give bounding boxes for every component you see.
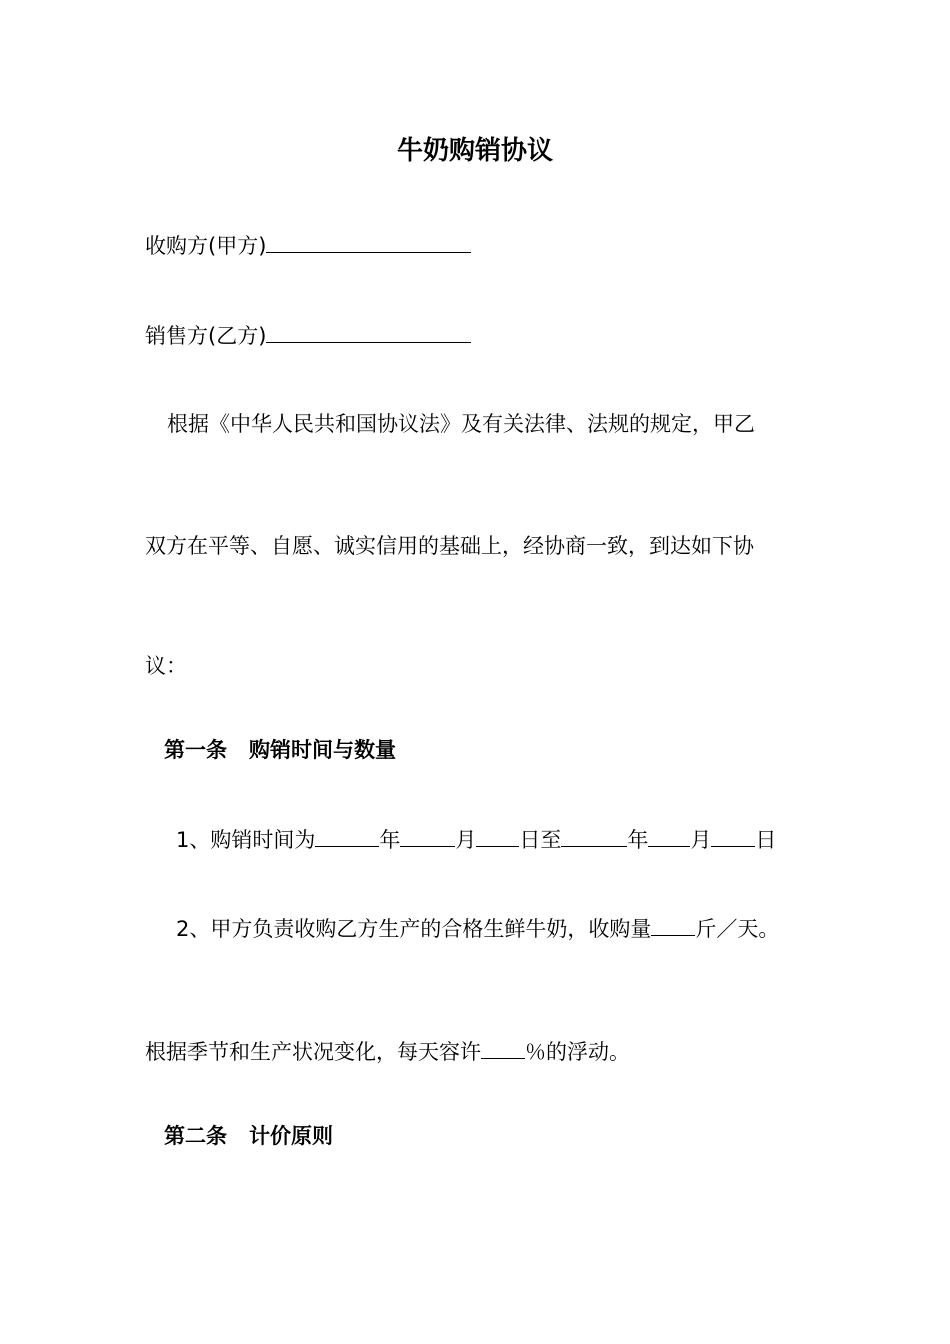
article-1-number: 第一条 [164, 738, 227, 762]
party-a-label: 收购方(甲方) [145, 234, 267, 258]
party-a-blank[interactable] [266, 232, 471, 253]
party-a-line [145, 232, 471, 260]
article-1-item-1 [176, 826, 776, 854]
article-1-heading [164, 736, 396, 764]
document-title: 牛奶购销协议 [396, 136, 553, 166]
start-year-blank[interactable] [315, 826, 379, 847]
article-1-item-2 [176, 915, 779, 943]
item-2-cont-suffix: ％的浮动。 [525, 1040, 630, 1064]
article-2-heading [164, 1122, 333, 1150]
item-1-prefix: 1、购销时间为 [176, 828, 316, 852]
start-day-blank[interactable] [476, 826, 519, 847]
day-to-label: 日至 [519, 828, 562, 852]
intro-line-3: 议： [145, 654, 187, 678]
year-label: 年 [627, 828, 649, 852]
article-2-title: 计价原则 [249, 1124, 333, 1148]
month-label: 月 [455, 828, 477, 852]
party-b-line [145, 322, 471, 350]
end-day-blank[interactable] [711, 826, 755, 847]
float-percent-blank[interactable] [481, 1038, 525, 1059]
article-1-title: 购销时间与数量 [249, 738, 396, 762]
item-2-suffix: 斤／天。 [695, 917, 780, 941]
party-b-blank[interactable] [266, 322, 471, 343]
article-2-number: 第二条 [164, 1124, 227, 1148]
month-label: 月 [690, 828, 712, 852]
year-label: 年 [379, 828, 401, 852]
day-label: 日 [755, 828, 777, 852]
start-month-blank[interactable] [400, 826, 455, 847]
article-1-item-2-continued [145, 1038, 630, 1066]
party-b-label: 销售方(乙方) [145, 324, 267, 348]
end-year-blank[interactable] [561, 826, 627, 847]
quantity-blank[interactable] [651, 915, 695, 936]
end-month-blank[interactable] [648, 826, 690, 847]
item-2-cont-prefix: 根据季节和生产状况变化，每天容许 [145, 1040, 481, 1064]
intro-line-2: 双方在平等、自愿、诚实信用的基础上，经协商一致，到达如下协 [145, 534, 754, 558]
item-2-prefix: 2、甲方负责收购乙方生产的合格生鲜牛奶，收购量 [176, 917, 652, 941]
intro-line-1: 根据《中华人民共和国协议法》及有关法律、法规的规定，甲乙 [167, 412, 755, 436]
